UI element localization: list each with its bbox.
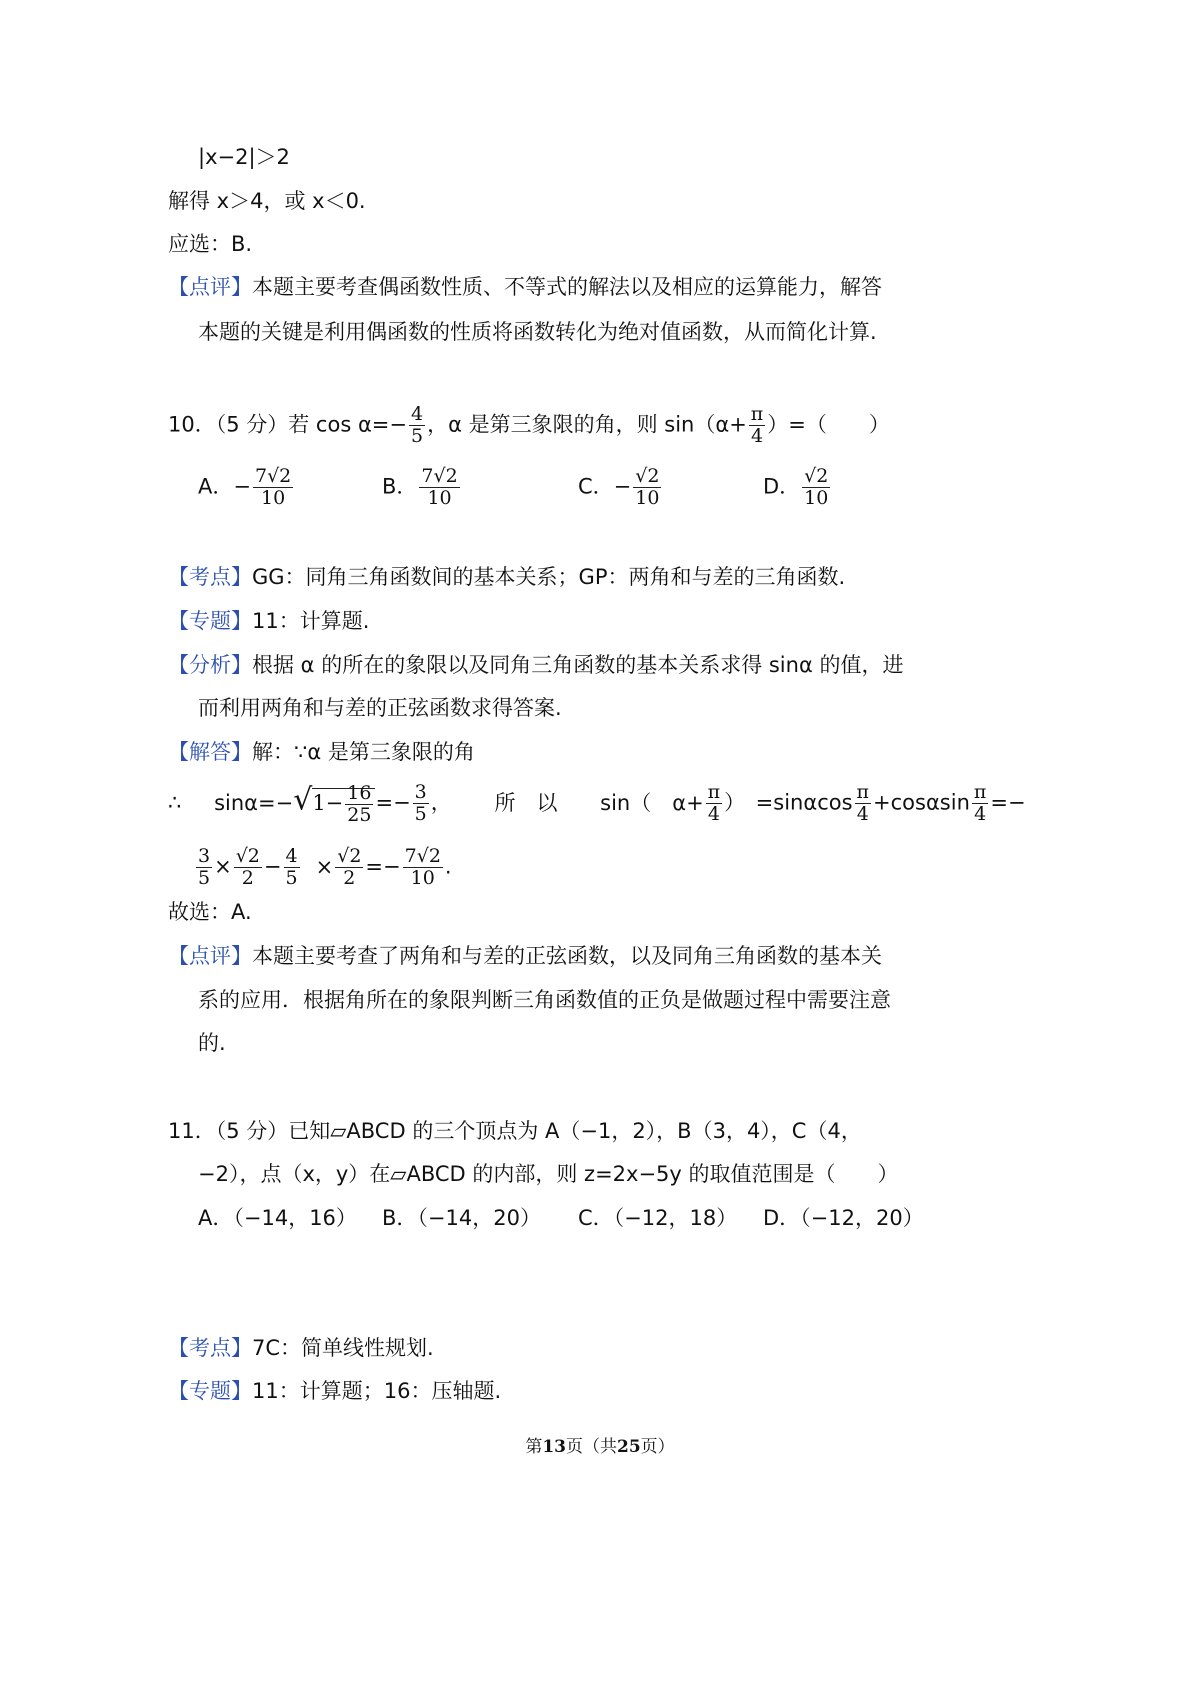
q10-option-b[interactable] — [382, 466, 462, 509]
frac-num: 7√2 — [421, 465, 458, 487]
frac-den: 2 — [241, 867, 254, 889]
solve-result-line: 解得 x＞4，或 x＜0. — [168, 189, 366, 213]
footer-post: 页） — [640, 1437, 675, 1457]
frac-den: 4 — [751, 425, 764, 447]
q11-stem-line-2: −2），点（x，y）在▱ABCD 的内部，则 z=2x−5y 的取值范围是（ ） — [198, 1162, 899, 1186]
footer-page-number: 13 — [542, 1437, 566, 1457]
frac-num: √2 — [635, 465, 660, 487]
point-text: GG：同角三角函数间的基本关系；GP：两角和与差的三角函数. — [252, 565, 846, 589]
calc2-period: . — [444, 854, 452, 879]
frac-den: 10 — [804, 487, 829, 509]
q10-calc-line-1 — [168, 782, 1026, 826]
frac-num: 4 — [410, 403, 424, 425]
q10-analysis-line-1 — [168, 650, 903, 680]
calc-close-eq: ） =sinαcos — [724, 790, 853, 815]
option-label: B． — [382, 474, 418, 499]
q11-option-a[interactable] — [198, 1203, 357, 1233]
point-tag: 【考点】 — [168, 565, 252, 589]
q10-answer-line — [168, 737, 475, 767]
q10-stem-c: ）=（ ） — [767, 412, 890, 437]
calc2-times: × — [214, 854, 232, 879]
q10-point-line — [168, 562, 845, 592]
option-fraction — [253, 466, 293, 509]
comment-tag: 【点评】 — [168, 275, 252, 299]
frac-num: π — [973, 781, 987, 803]
q10-choose-line: 故选：A. — [168, 900, 252, 924]
option-fraction — [633, 466, 661, 509]
option-fraction — [802, 466, 830, 509]
frac-num: √2 — [235, 845, 260, 867]
frac-num: π — [856, 781, 870, 803]
calc-comma: ， — [430, 790, 452, 815]
calc2-times2: × — [315, 854, 334, 879]
analysis-tag: 【分析】 — [168, 653, 252, 677]
option-text: （−14，20） — [417, 1206, 541, 1230]
calc-eq-neg: =− — [375, 790, 411, 815]
sqrt-sign-icon: √ — [293, 782, 313, 818]
point-tag: 【考点】 — [168, 1336, 252, 1360]
therefore-symbol: ∴ — [168, 790, 182, 815]
q10-pi-fraction — [749, 404, 766, 447]
q10-option-c[interactable] — [578, 466, 663, 509]
footer-pre: 第 — [525, 1437, 543, 1457]
q11-stem-line-1: 11．（5 分）已知▱ABCD 的三个顶点为 A（−1，2），B（3，4），C（4， — [168, 1119, 862, 1143]
page-footer — [0, 1432, 1200, 1457]
topic-tag: 【专题】 — [168, 1379, 252, 1403]
frac-num: 3 — [198, 845, 211, 867]
option-sign: − — [233, 474, 251, 499]
calc2-4-5-fraction — [284, 846, 300, 889]
q10-option-d[interactable] — [763, 466, 832, 509]
calc2-sqrt2-2-fraction — [335, 846, 363, 889]
sqrt-body — [312, 781, 375, 826]
q10-stem — [168, 404, 890, 447]
q10-calc-line-2 — [194, 846, 452, 889]
calc-16-25-fraction — [345, 783, 373, 826]
q11-topic-line — [168, 1376, 501, 1406]
calc2-minus: − — [263, 854, 282, 879]
calc-eq-neg2: =− — [990, 790, 1026, 815]
analysis-text-1: 根据 α 的所在的象限以及同角三角函数的基本关系求得 sinα 的值，进 — [252, 653, 904, 677]
calc2-sqrt2-2-fraction — [234, 846, 262, 889]
q10-comment-line-2: 系的应用．根据角所在的象限判断三角函数值的正负是做题过程中需要注意 — [198, 988, 891, 1012]
calc2-3-5-fraction — [196, 846, 212, 889]
q10-analysis-line-2: 而利用两角和与差的正弦函数求得答案. — [198, 696, 562, 720]
option-label: A． — [198, 474, 234, 499]
topic-text: 11：计算题；16：压轴题. — [252, 1379, 502, 1403]
option-label: A． — [198, 1206, 234, 1230]
frac-num: √2 — [804, 465, 829, 487]
comment-line-1 — [168, 272, 882, 302]
footer-mid: 页（共 — [566, 1437, 617, 1457]
option-label: C． — [578, 1206, 614, 1230]
q11-option-b[interactable] — [382, 1203, 541, 1233]
option-text: （−14，16） — [233, 1206, 357, 1230]
frac-den: 4 — [974, 803, 987, 825]
frac-den: 5 — [410, 425, 424, 447]
calc-3-5-fraction — [413, 782, 429, 825]
frac-num: 7√2 — [254, 465, 292, 487]
calc2-eq-neg: =− — [365, 854, 401, 879]
frac-num: 7√2 — [404, 845, 441, 867]
frac-den: 5 — [198, 867, 211, 889]
calc-pi-4-fraction — [855, 782, 872, 825]
q10-comment-line-3: 的. — [198, 1031, 226, 1055]
option-label: D． — [763, 474, 801, 499]
frac-den: 10 — [427, 487, 452, 509]
option-label: B． — [382, 1206, 418, 1230]
frac-den: 10 — [261, 487, 286, 509]
comment-text-1: 本题主要考查了两角和与差的正弦函数，以及同角三角函数的基本关 — [252, 944, 882, 968]
frac-num: √2 — [337, 845, 362, 867]
calc-plus-cos: +cosαsin — [873, 790, 970, 815]
comment-tag: 【点评】 — [168, 944, 252, 968]
frac-num: π — [750, 403, 764, 425]
calc-suoyi: 所 以 — [494, 790, 558, 815]
frac-den: 5 — [414, 803, 427, 825]
answer-text: 解：∵α 是第三象限的角 — [252, 740, 475, 764]
answer-tag: 【解答】 — [168, 740, 252, 764]
point-text: 7C：简单线性规划. — [252, 1336, 434, 1360]
q10-cos-fraction — [409, 404, 425, 447]
frac-num: 3 — [414, 781, 427, 803]
frac-den: 25 — [347, 803, 372, 826]
calc-sin-a: sinα=− — [214, 790, 294, 815]
q10-stem-b: ，α 是第三象限的角，则 sin（α+ — [427, 412, 747, 437]
calc-sin-open: sin（ α+ — [600, 790, 704, 815]
comment-text-1: 本题主要考查偶函数性质、不等式的解法以及相应的运算能力，解答 — [252, 275, 882, 299]
option-text: （−12，18） — [613, 1206, 738, 1230]
option-label: D． — [763, 1206, 801, 1230]
choose-line: 应选：B. — [168, 232, 253, 256]
option-text: （−12，20） — [800, 1206, 924, 1230]
calc-one-minus: 1− — [312, 790, 344, 815]
frac-den: 10 — [410, 867, 435, 889]
calc-pi-4-fraction — [706, 782, 723, 825]
frac-num: 16 — [347, 781, 372, 804]
frac-den: 10 — [635, 487, 660, 509]
q11-option-d[interactable] — [763, 1203, 924, 1233]
footer-total-pages: 25 — [617, 1437, 641, 1457]
q11-option-c[interactable] — [578, 1203, 737, 1233]
option-fraction — [419, 466, 459, 509]
comment-line-2: 本题的关键是利用偶函数的性质将函数转化为绝对值函数，从而简化计算. — [198, 320, 877, 344]
q10-option-a[interactable] — [198, 466, 295, 509]
frac-den: 4 — [707, 803, 720, 825]
q10-comment-line-1 — [168, 941, 882, 971]
calc2-result-fraction — [403, 846, 443, 889]
frac-den: 2 — [343, 867, 356, 889]
option-label: C． — [578, 474, 614, 499]
q10-stem-a: 10．（5 分）若 cos α=− — [168, 412, 407, 437]
abs-inequality-line: |x−2|＞2 — [198, 145, 290, 169]
frac-num: π — [707, 781, 721, 803]
q11-point-line — [168, 1333, 434, 1363]
topic-tag: 【专题】 — [168, 609, 252, 633]
calc-pi-4-fraction — [972, 782, 989, 825]
frac-den: 5 — [285, 867, 298, 889]
topic-text: 11：计算题. — [252, 609, 370, 633]
q10-topic-line — [168, 606, 369, 636]
option-sign: − — [613, 474, 632, 499]
frac-num: 4 — [285, 845, 298, 867]
frac-den: 4 — [856, 803, 869, 825]
